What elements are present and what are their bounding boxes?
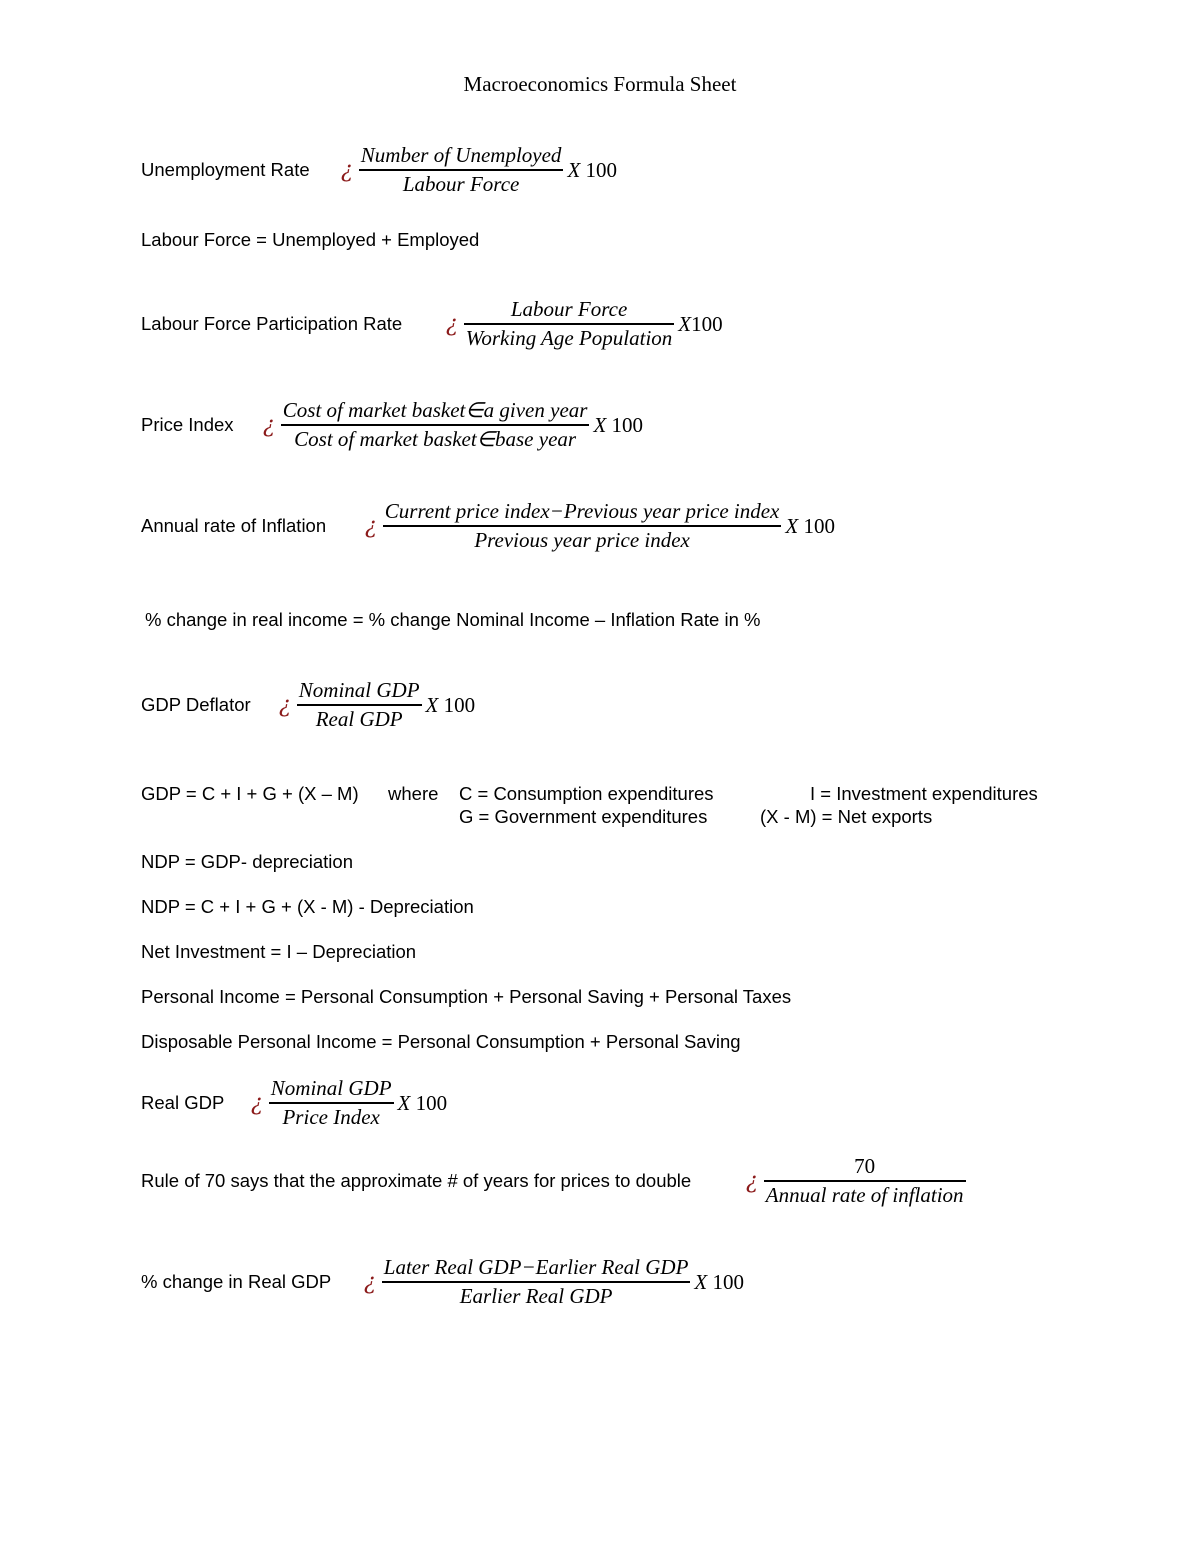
rule-of-70-formula: [746, 1153, 966, 1209]
multiplier-value: 100: [415, 1090, 448, 1115]
correction-mark: ¿: [446, 311, 458, 337]
gdp-where: where: [388, 783, 439, 804]
unemployment-rate-label: Unemployment Rate: [141, 159, 310, 180]
multiplier: [694, 1270, 744, 1295]
multiplier-x: X: [678, 311, 692, 336]
inflation-rate-formula: [365, 498, 835, 554]
denominator: Labour Force: [402, 172, 520, 196]
inflation-rate-label: Annual rate of Inflation: [141, 515, 327, 536]
ndp-formula-2: NDP = C + I + G + (X - M) - Depreciation: [141, 896, 474, 917]
multiplier-value: 100: [611, 412, 644, 437]
multiplier-value: 100: [585, 157, 618, 182]
multiplier-value: 100: [443, 692, 476, 717]
correction-mark: ¿: [746, 1168, 758, 1194]
page-title: Macroeconomics Formula Sheet: [463, 72, 737, 96]
multiplier-x: X: [694, 1269, 708, 1294]
real-income-formula: % change in real income = % change Nominal Income – Inflation Rate in %: [145, 609, 761, 630]
denominator: Previous year price index: [474, 528, 690, 552]
real-gdp-formula: [251, 1075, 447, 1131]
correction-mark: ¿: [251, 1090, 263, 1116]
multiplier-x: X: [567, 157, 581, 182]
denominator: Earlier Real GDP: [459, 1284, 613, 1308]
personal-income-formula: Personal Income = Personal Consumption + Personal Saving + Personal Taxes: [141, 986, 792, 1007]
numerator: Cost of market basket∈a given year: [282, 398, 588, 422]
multiplier-x: X: [785, 513, 799, 538]
numerator: Nominal GDP: [298, 678, 420, 702]
net-investment-formula: Net Investment = I – Depreciation: [141, 941, 417, 962]
gdp-investment: I = Investment expenditures: [810, 783, 1038, 804]
denominator: Price Index: [282, 1105, 380, 1129]
fraction: [269, 1075, 394, 1131]
fraction: [382, 1254, 691, 1310]
real-gdp-change-label: % change in Real GDP: [141, 1271, 332, 1292]
price-index-label: Price Index: [141, 414, 234, 435]
gdp-net-exports: (X - M) = Net exports: [760, 806, 933, 827]
multiplier: [567, 158, 617, 183]
multiplier-x: X: [593, 412, 607, 437]
gdp-government: G = Government expenditures: [459, 806, 708, 827]
disposable-income-formula: Disposable Personal Income = Personal Consumption + Personal Saving: [141, 1031, 741, 1052]
price-index-formula: [263, 397, 643, 453]
fraction: [297, 677, 422, 733]
labour-force-formula: Labour Force = Unemployed + Employed: [141, 229, 480, 250]
correction-mark: ¿: [279, 692, 291, 718]
numerator: Nominal GDP: [270, 1076, 392, 1100]
multiplier: [678, 312, 722, 337]
multiplier-value: 100: [712, 1269, 744, 1294]
multiplier: [593, 413, 643, 438]
multiplier: [426, 693, 476, 718]
rule-of-70-label: Rule of 70 says that the approximate # of years for prices to double: [141, 1170, 692, 1191]
multiplier-value: 100: [691, 311, 723, 336]
correction-mark: ¿: [365, 513, 377, 539]
denominator: Working Age Population: [465, 326, 673, 350]
correction-mark: ¿: [341, 157, 353, 183]
fraction: [281, 397, 590, 453]
multiplier-x: X: [397, 1090, 411, 1115]
fraction: [383, 498, 782, 554]
multiplier: [785, 514, 835, 539]
fraction: [359, 142, 564, 198]
numerator: 70: [854, 1154, 876, 1178]
multiplier-value: 100: [803, 513, 835, 538]
correction-mark: ¿: [364, 1269, 376, 1295]
denominator: Cost of market basket∈base year: [294, 427, 577, 451]
participation-rate-formula: [446, 296, 723, 352]
denominator: Real GDP: [315, 707, 403, 731]
numerator: Labour Force: [510, 297, 628, 321]
fraction: [764, 1153, 966, 1209]
numerator: Number of Unemployed: [360, 143, 562, 167]
gdp-consumption: C = Consumption expenditures: [459, 783, 714, 804]
gdp-formula: GDP = C + I + G + (X – M): [141, 783, 359, 804]
real-gdp-change-formula: [364, 1254, 744, 1310]
multiplier: [398, 1091, 448, 1116]
denominator: Annual rate of inflation: [765, 1183, 964, 1207]
numerator: Later Real GDP−Earlier Real GDP: [383, 1255, 689, 1279]
fraction: [464, 296, 675, 352]
numerator: Current price index−Previous year price index: [384, 499, 780, 523]
real-gdp-label: Real GDP: [141, 1092, 225, 1113]
unemployment-rate-formula: [341, 142, 617, 198]
correction-mark: ¿: [263, 412, 275, 438]
gdp-deflator-label: GDP Deflator: [141, 694, 251, 715]
multiplier-x: X: [425, 692, 439, 717]
gdp-deflator-formula: [279, 677, 475, 733]
participation-rate-label: Labour Force Participation Rate: [141, 313, 403, 334]
ndp-formula-1: NDP = GDP- depreciation: [141, 851, 353, 872]
